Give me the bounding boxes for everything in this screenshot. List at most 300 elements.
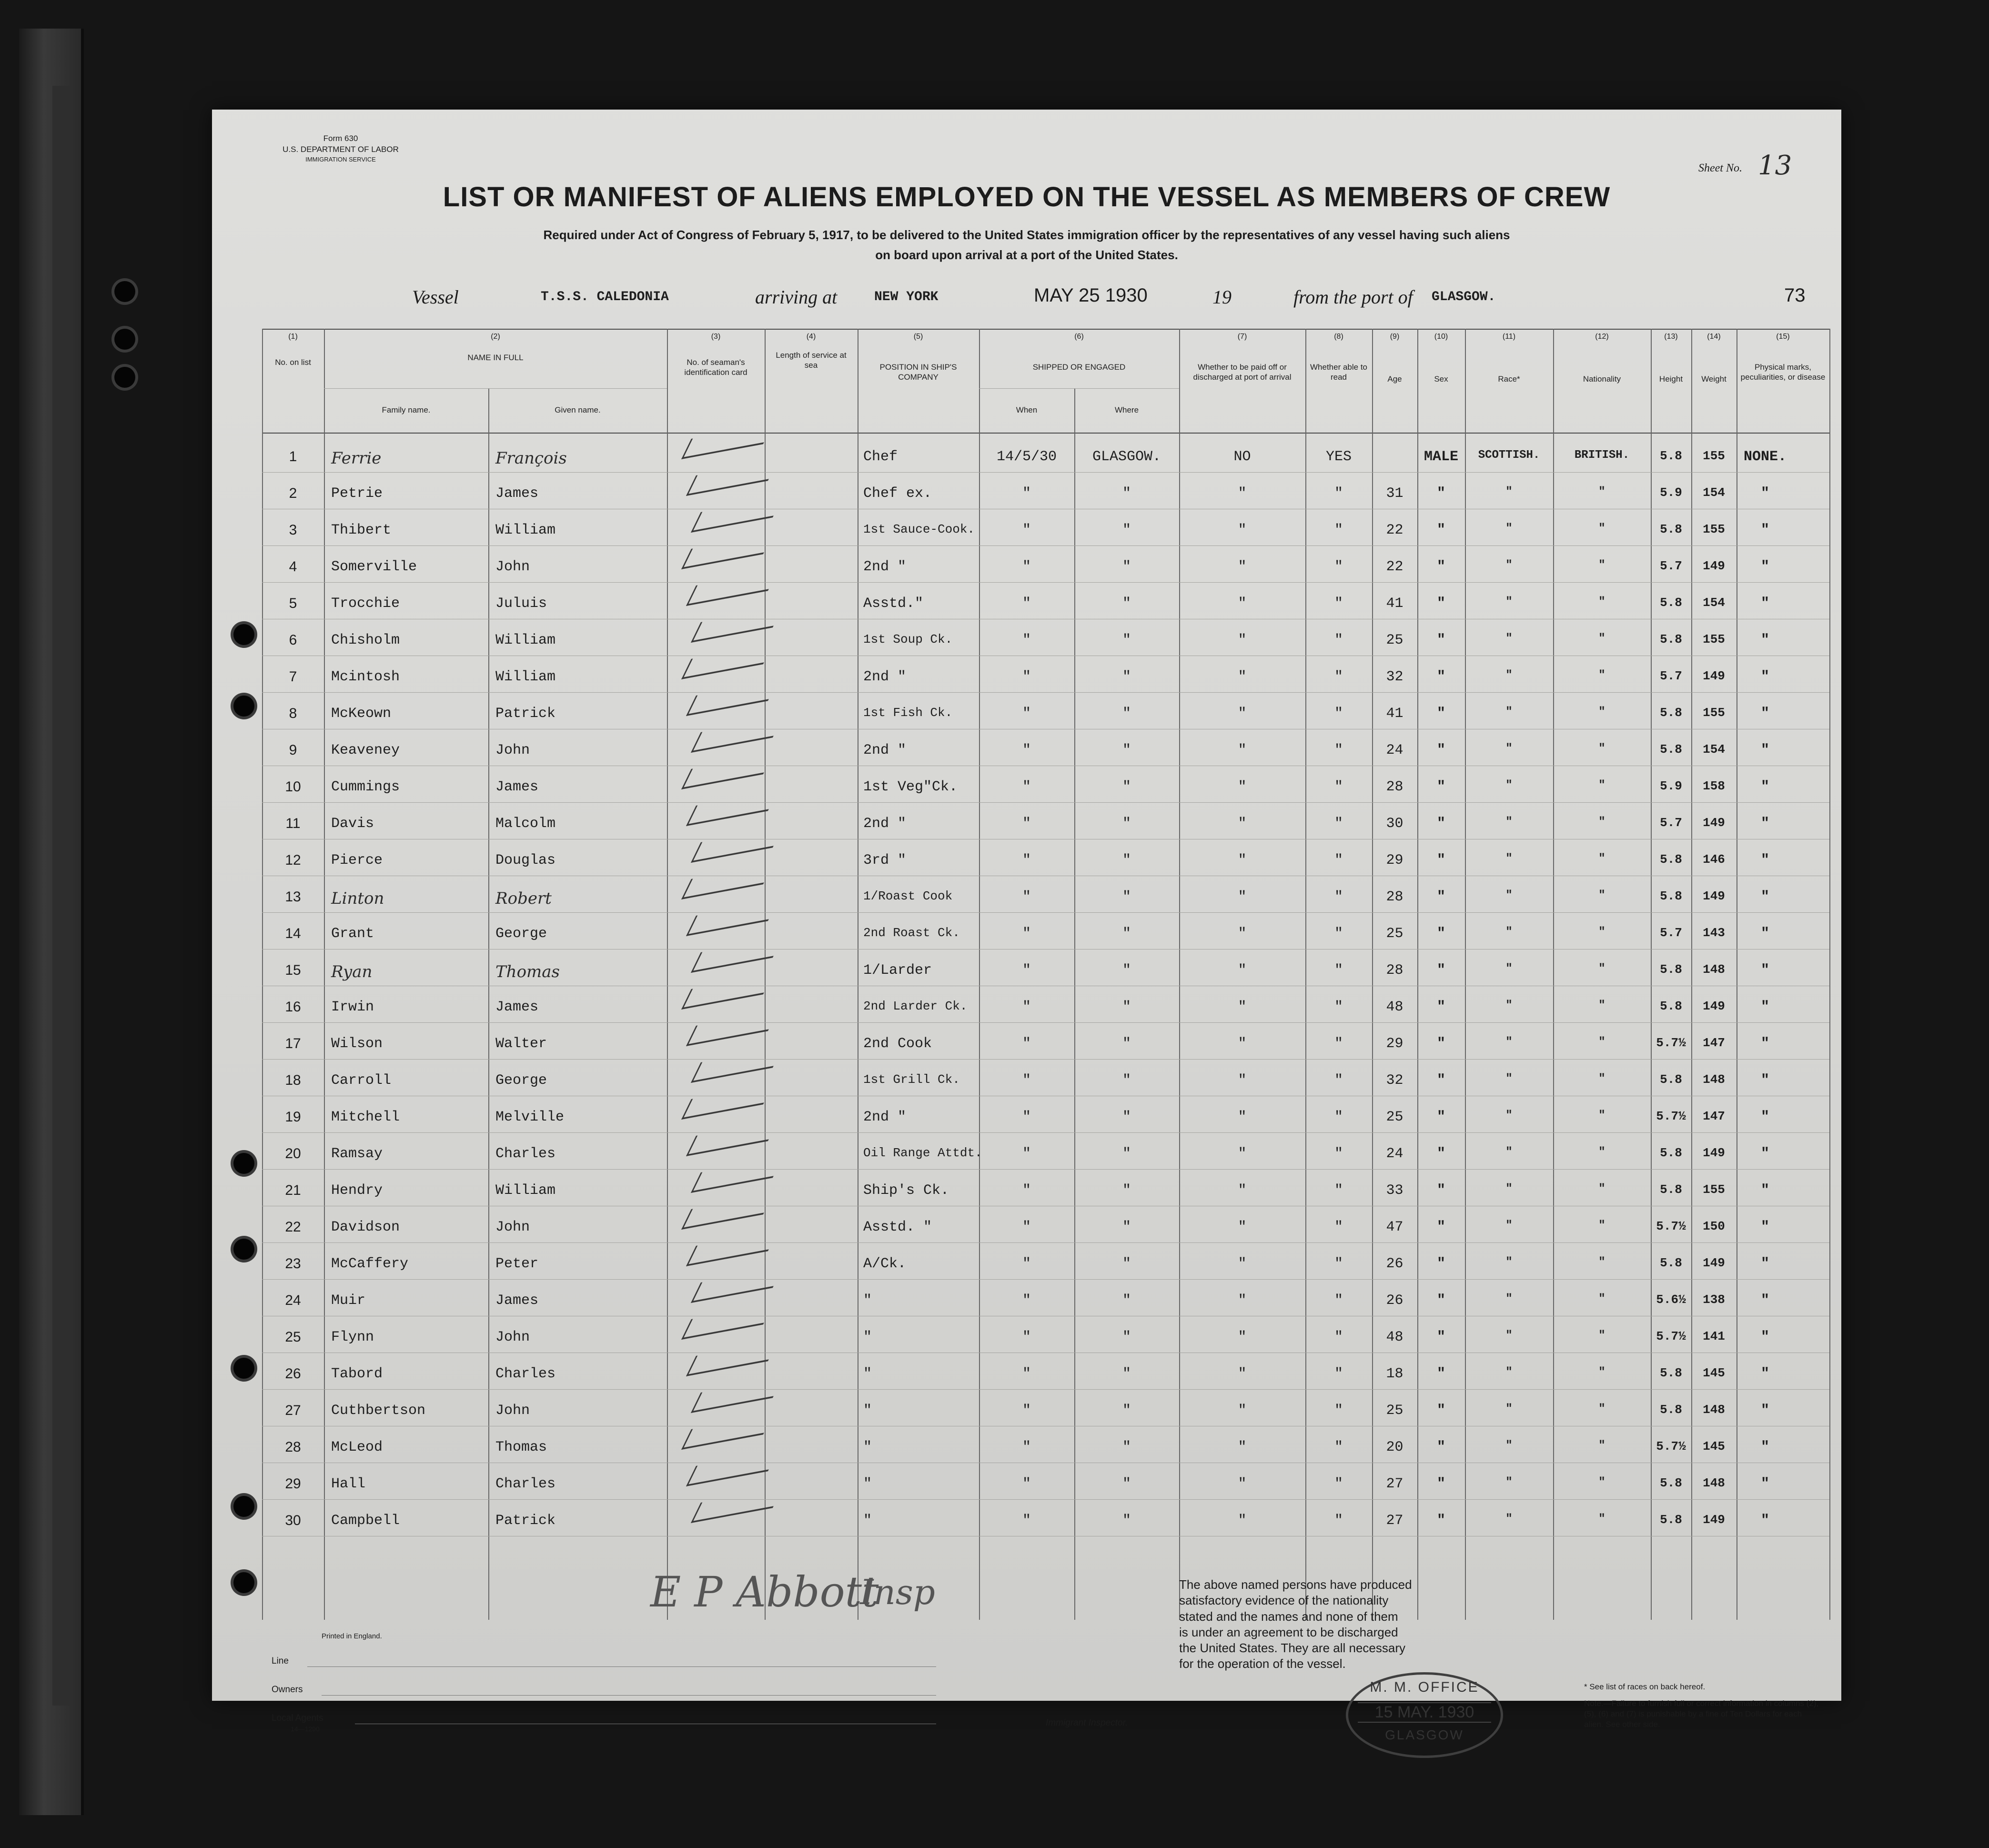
physical-marks: " — [1760, 1329, 1769, 1345]
table-row — [262, 732, 1829, 769]
position: " — [863, 1403, 872, 1419]
given-name: François — [495, 449, 567, 468]
sex: " — [1436, 742, 1445, 758]
department-label: U.S. DEPARTMENT OF LABOR — [283, 144, 399, 154]
family-name: Cummings — [331, 779, 400, 795]
paid-off: " — [1238, 889, 1247, 905]
sex: " — [1436, 485, 1445, 502]
position: Chef ex. — [863, 485, 932, 502]
row-number: 23 — [285, 1256, 301, 1272]
nationality: " — [1598, 1072, 1605, 1085]
physical-marks: " — [1760, 1109, 1769, 1125]
sex: " — [1436, 632, 1445, 648]
page-edge-strip — [52, 86, 71, 1706]
nationality: " — [1598, 1219, 1605, 1232]
position: 2nd Roast Ck. — [863, 926, 960, 940]
weight: 146 — [1703, 852, 1725, 867]
declaration-line: is under an agreement to be discharged — [1179, 1625, 1398, 1639]
height: 5.7 — [1660, 816, 1682, 830]
owners-label: Owners — [272, 1685, 303, 1695]
age: 30 — [1386, 816, 1403, 832]
physical-marks: " — [1760, 999, 1769, 1015]
table-row — [262, 1172, 1829, 1209]
race: " — [1505, 816, 1513, 828]
height: 5.8 — [1660, 1146, 1682, 1160]
sex: " — [1436, 999, 1445, 1015]
declaration-line: The above named persons have produced — [1179, 1577, 1412, 1592]
position: " — [863, 1476, 872, 1492]
able-to-read: " — [1334, 1109, 1343, 1125]
weight: 158 — [1703, 779, 1725, 793]
row-number: 26 — [285, 1366, 301, 1382]
sex: MALE — [1424, 449, 1458, 465]
paid-off: " — [1238, 1182, 1247, 1199]
shipped-where: " — [1122, 1403, 1131, 1419]
given-name: John — [495, 1329, 530, 1345]
height: 5.8 — [1660, 1182, 1682, 1197]
age: 29 — [1386, 852, 1403, 868]
table-row — [262, 1209, 1829, 1246]
weight: 145 — [1703, 1366, 1725, 1380]
row-number: 29 — [285, 1476, 301, 1492]
binder-edge — [19, 29, 84, 1815]
sex: " — [1436, 1476, 1445, 1492]
family-name: Ramsay — [331, 1146, 383, 1162]
paid-off: " — [1238, 632, 1247, 648]
nationality: " — [1598, 962, 1605, 975]
table-row — [262, 1245, 1829, 1282]
age: 48 — [1386, 999, 1403, 1015]
sheet-label: Sheet No. — [1698, 162, 1742, 174]
weight: 154 — [1703, 485, 1725, 500]
shipped-when: " — [1022, 1329, 1031, 1345]
shipped-when: " — [1022, 706, 1031, 722]
shipped-when: " — [1022, 852, 1031, 868]
shipped-where: " — [1122, 706, 1131, 722]
weight: 149 — [1703, 999, 1725, 1013]
age: 25 — [1386, 1403, 1403, 1419]
row-number: 21 — [285, 1182, 301, 1198]
given-name: Thomas — [495, 1439, 547, 1455]
shipped-when: " — [1022, 999, 1031, 1015]
shipped-where: " — [1122, 816, 1131, 832]
row-number: 27 — [285, 1403, 301, 1418]
age: 25 — [1386, 926, 1403, 942]
row-number: 24 — [285, 1293, 301, 1308]
race: " — [1505, 889, 1513, 902]
col-sex: Sex — [1434, 374, 1448, 384]
binder-hole — [233, 624, 254, 645]
given-name: Walter — [495, 1036, 547, 1052]
shipped-when: " — [1022, 742, 1031, 758]
position: Oil Range Attdt. — [863, 1146, 982, 1160]
race: " — [1505, 1513, 1513, 1525]
given-name: Charles — [495, 1146, 556, 1162]
family-name: Irwin — [331, 999, 374, 1015]
line-label: Line — [272, 1656, 289, 1666]
inspector-title: Insp — [860, 1572, 935, 1612]
given-name: Melville — [495, 1109, 565, 1125]
race: " — [1505, 1072, 1513, 1085]
shipped-when: " — [1022, 485, 1031, 502]
col-able-to-read: Whether able to read — [1310, 363, 1367, 382]
weight: 155 — [1703, 449, 1725, 463]
physical-marks: " — [1760, 632, 1769, 648]
given-name: Juluis — [495, 596, 547, 612]
height: 5.8 — [1660, 889, 1682, 903]
physical-marks: NONE. — [1743, 449, 1787, 465]
row-number: 10 — [285, 779, 301, 795]
weight: 148 — [1703, 962, 1725, 977]
col-num: (15) — [1776, 333, 1790, 341]
table-row — [262, 768, 1829, 806]
race: " — [1505, 1036, 1513, 1049]
row-number: 1 — [289, 449, 297, 465]
able-to-read: " — [1334, 559, 1343, 575]
able-to-read: " — [1334, 742, 1343, 758]
family-name: Flynn — [331, 1329, 374, 1345]
manifest-sheet — [212, 110, 1841, 1742]
able-to-read: " — [1334, 1036, 1343, 1052]
col-no-on-list: No. on list — [275, 358, 311, 367]
age: 33 — [1386, 1182, 1403, 1199]
col-nationality: Nationality — [1583, 374, 1621, 384]
height: 5.7 — [1660, 669, 1682, 683]
able-to-read: " — [1334, 779, 1343, 795]
shipped-where: " — [1122, 1219, 1131, 1235]
physical-marks: " — [1760, 889, 1769, 905]
shipped-when: " — [1022, 926, 1031, 942]
family-name: Hendry — [331, 1182, 383, 1199]
table-row — [262, 805, 1829, 842]
family-name: Somerville — [331, 559, 417, 575]
table-row — [262, 1429, 1829, 1466]
family-name: Wilson — [331, 1036, 383, 1052]
col-shipped-or-engaged: SHIPPED OR ENGAGED — [1032, 363, 1126, 372]
height: 5.8 — [1660, 1476, 1682, 1490]
height: 5.8 — [1660, 999, 1682, 1013]
paid-off: " — [1238, 1403, 1247, 1419]
physical-marks: " — [1760, 1146, 1769, 1162]
table-row — [262, 585, 1829, 622]
stamp-date: 15 MAY. 1930 — [1358, 1702, 1491, 1723]
weight: 149 — [1703, 1146, 1725, 1160]
paid-off: " — [1238, 1219, 1247, 1235]
paid-off: " — [1238, 1366, 1247, 1382]
race: " — [1505, 1329, 1513, 1342]
shipped-where: " — [1122, 1182, 1131, 1199]
given-name: John — [495, 742, 530, 758]
paid-off: " — [1238, 852, 1247, 868]
height: 5.6½ — [1656, 1293, 1686, 1307]
height: 5.8 — [1660, 706, 1682, 720]
age: 27 — [1386, 1476, 1403, 1492]
position: 2nd " — [863, 559, 907, 575]
position: 3rd " — [863, 852, 907, 868]
row-number: 25 — [285, 1329, 301, 1345]
col-race: Race* — [1498, 374, 1520, 384]
given-name: William — [495, 669, 556, 685]
nationality: " — [1598, 1036, 1605, 1049]
table-row — [262, 915, 1829, 952]
race: " — [1505, 522, 1513, 535]
sex: " — [1436, 1036, 1445, 1052]
sex: " — [1436, 1366, 1445, 1382]
family-name: Tabord — [331, 1366, 383, 1382]
height: 5.7½ — [1656, 1439, 1686, 1454]
weight: 147 — [1703, 1109, 1725, 1123]
subtitle-line-1: Required under Act of Congress of February 5, 1917, to be delivered to the United States immigration officer by the representatives of any vessel having such aliens — [543, 228, 1510, 242]
row-number: 15 — [285, 962, 301, 978]
col-identification-card: No. of seaman's identification card — [684, 358, 747, 377]
sheet-number: 13 — [1758, 150, 1792, 181]
table-row — [262, 952, 1829, 989]
paid-off: " — [1238, 1329, 1247, 1345]
able-to-read: " — [1334, 1329, 1343, 1345]
nationality: " — [1598, 779, 1605, 792]
col-family-name: Family name. — [382, 405, 431, 414]
sex: " — [1436, 889, 1445, 905]
given-name: Patrick — [495, 1513, 556, 1529]
position: " — [863, 1439, 872, 1455]
age: 22 — [1386, 522, 1403, 538]
row-number: 30 — [285, 1513, 301, 1528]
table-row — [262, 1465, 1829, 1503]
family-name: Ryan — [331, 962, 373, 981]
shipped-where: " — [1122, 596, 1131, 612]
paid-off: " — [1238, 706, 1247, 722]
age: 41 — [1386, 706, 1403, 722]
height: 5.8 — [1660, 962, 1682, 977]
height: 5.9 — [1660, 779, 1682, 793]
nationality: " — [1598, 632, 1605, 645]
position: 1st Sauce-Cook. — [863, 522, 975, 536]
age: 47 — [1386, 1219, 1403, 1235]
position: " — [863, 1366, 872, 1382]
weight: 143 — [1703, 926, 1725, 940]
position: 1/Larder — [863, 962, 932, 979]
age: 25 — [1386, 1109, 1403, 1125]
binder-hole — [114, 329, 135, 350]
sex: " — [1436, 1146, 1445, 1162]
position: 1st Veg"Ck. — [863, 779, 958, 795]
physical-marks: " — [1760, 1182, 1769, 1199]
row-number: 11 — [285, 816, 301, 831]
family-name: McLeod — [331, 1439, 383, 1455]
position: Asstd. " — [863, 1219, 932, 1235]
col-num: (2) — [491, 333, 500, 341]
subtitle-line-2: on board upon arrival at a port of the United States. — [875, 248, 1178, 262]
nationality: " — [1598, 1256, 1605, 1269]
paid-off: " — [1238, 1439, 1247, 1455]
table-row — [262, 512, 1829, 549]
col-num: (13) — [1664, 333, 1678, 341]
height: 5.8 — [1660, 852, 1682, 867]
given-name: James — [495, 1293, 539, 1309]
paid-off: " — [1238, 1036, 1247, 1052]
age: 28 — [1386, 962, 1403, 979]
vessel-name: T.S.S. CALEDONIA — [541, 290, 669, 304]
declaration-block — [1179, 1577, 1412, 1672]
stamp-top-text: M. M. OFFICE — [1370, 1679, 1479, 1695]
shipped-where: " — [1122, 1072, 1131, 1089]
shipped-when: " — [1022, 1072, 1031, 1089]
position: 2nd Cook — [863, 1036, 932, 1052]
row-number: 4 — [289, 559, 297, 575]
family-name: Petrie — [331, 485, 383, 502]
family-name: McCaffery — [331, 1256, 409, 1272]
age: 32 — [1386, 1072, 1403, 1089]
race: " — [1505, 852, 1513, 865]
race: " — [1505, 1366, 1513, 1379]
family-name: Mcintosh — [331, 669, 400, 685]
height: 5.7 — [1660, 559, 1682, 573]
paid-off: " — [1238, 1109, 1247, 1125]
weight: 147 — [1703, 1036, 1725, 1050]
height: 5.8 — [1660, 522, 1682, 536]
position: 2nd Larder Ck. — [863, 999, 968, 1013]
shipped-where: " — [1122, 522, 1131, 538]
table-row — [262, 1099, 1829, 1136]
age: 41 — [1386, 596, 1403, 612]
inspector-signature: E P Abbott — [650, 1567, 879, 1616]
col-num: (4) — [806, 333, 816, 341]
table-row — [262, 842, 1829, 879]
given-name: John — [495, 1219, 530, 1235]
shipped-where: " — [1122, 926, 1131, 942]
shipped-where: " — [1122, 1146, 1131, 1162]
age: 29 — [1386, 1036, 1403, 1052]
family-name: Linton — [331, 889, 384, 908]
race: " — [1505, 669, 1513, 682]
given-name: William — [495, 522, 556, 538]
given-name: Charles — [495, 1366, 556, 1382]
given-name: William — [495, 632, 556, 648]
shipped-where: " — [1122, 962, 1131, 979]
service-label: IMMIGRATION SERVICE — [305, 155, 376, 163]
physical-marks: " — [1760, 742, 1769, 758]
able-to-read: " — [1334, 962, 1343, 979]
position: 2nd " — [863, 742, 907, 758]
able-to-read: " — [1334, 1513, 1343, 1529]
able-to-read: " — [1334, 889, 1343, 905]
page-number: 73 — [1784, 285, 1806, 306]
nationality: " — [1598, 1476, 1605, 1489]
shipped-when: " — [1022, 1182, 1031, 1199]
shipped-when: " — [1022, 1366, 1031, 1382]
shipped-where: " — [1122, 1366, 1131, 1382]
row-number: 22 — [285, 1219, 301, 1235]
physical-marks: " — [1760, 1293, 1769, 1309]
physical-marks: " — [1760, 522, 1769, 538]
sex: " — [1436, 1439, 1445, 1455]
paid-off: " — [1238, 1513, 1247, 1529]
height: 5.7 — [1660, 926, 1682, 940]
race: " — [1505, 596, 1513, 608]
race: " — [1505, 1182, 1513, 1195]
table-row — [262, 1135, 1829, 1172]
col-when: When — [1016, 405, 1038, 414]
physical-marks: " — [1760, 1476, 1769, 1492]
nationality: " — [1598, 1146, 1605, 1159]
nationality: " — [1598, 1439, 1605, 1452]
weight: 141 — [1703, 1329, 1725, 1343]
nationality: " — [1598, 889, 1605, 902]
table-row — [262, 1062, 1829, 1099]
col-paid-off: Whether to be paid off or discharged at port of arrival — [1193, 363, 1292, 382]
col-num: (12) — [1595, 333, 1609, 341]
family-name: Chisholm — [331, 632, 400, 648]
race: " — [1505, 742, 1513, 755]
form-number: Form 630 — [323, 134, 358, 143]
inspector-label: Immigrant Inspector. — [1046, 1718, 1128, 1728]
shipped-when: " — [1022, 1109, 1031, 1125]
row-number: 13 — [285, 889, 301, 905]
shipped-when: " — [1022, 1439, 1031, 1455]
physical-marks: " — [1760, 485, 1769, 502]
year-label: 19 — [1212, 286, 1232, 308]
able-to-read: " — [1334, 1439, 1343, 1455]
height: 5.8 — [1660, 1072, 1682, 1087]
table-row — [262, 622, 1829, 659]
paid-off: " — [1238, 596, 1247, 612]
arrival-port: NEW YORK — [874, 290, 939, 304]
race: " — [1505, 1403, 1513, 1415]
col-num: (8) — [1334, 333, 1343, 341]
table-row — [262, 879, 1829, 916]
weight: 154 — [1703, 742, 1725, 757]
local-agents-label: Local Agents — [272, 1713, 323, 1723]
weight: 149 — [1703, 889, 1725, 903]
able-to-read: " — [1334, 1256, 1343, 1272]
row-number: 8 — [289, 706, 297, 721]
declaration-line: the United States. They are all necessary — [1179, 1641, 1405, 1656]
weight: 145 — [1703, 1439, 1725, 1454]
declaration-line: stated and the names and none of them — [1179, 1609, 1398, 1624]
family-name: Cuthbertson — [331, 1403, 426, 1419]
family-name: Ferrie — [331, 449, 382, 468]
position: " — [863, 1513, 872, 1529]
shipped-when: " — [1022, 632, 1031, 648]
physical-marks: " — [1760, 706, 1769, 722]
sex: " — [1436, 1219, 1445, 1235]
shipped-where: " — [1122, 1293, 1131, 1309]
row-number: 2 — [289, 485, 297, 501]
page-title: LIST OR MANIFEST OF ALIENS EMPLOYED ON THE VESSEL AS MEMBERS OF CREW — [443, 182, 1611, 212]
given-name: James — [495, 779, 539, 795]
paid-off: " — [1238, 485, 1247, 502]
family-name: Davidson — [331, 1219, 400, 1235]
shipped-where: " — [1122, 779, 1131, 795]
physical-marks: " — [1760, 1072, 1769, 1089]
able-to-read: " — [1334, 522, 1343, 538]
able-to-read: " — [1334, 706, 1343, 722]
row-number: 19 — [285, 1109, 301, 1125]
shipped-where: " — [1122, 852, 1131, 868]
race: " — [1505, 559, 1513, 572]
shipped-when: " — [1022, 596, 1031, 612]
age: 48 — [1386, 1329, 1403, 1345]
able-to-read: " — [1334, 1293, 1343, 1309]
nationality: " — [1598, 1513, 1605, 1525]
shipped-where: " — [1122, 1513, 1131, 1529]
shipped-where: " — [1122, 999, 1131, 1015]
given-name: George — [495, 1072, 547, 1089]
weight: 155 — [1703, 632, 1725, 646]
physical-marks: " — [1760, 596, 1769, 612]
physical-marks: " — [1760, 669, 1769, 685]
penalty-note: Note.—Failure to furnish full or correct information in columns (2), (5), (6) and (7) is punishable by a fine of Ten Dollars for each alien. See other side. — [1584, 1699, 1819, 1729]
